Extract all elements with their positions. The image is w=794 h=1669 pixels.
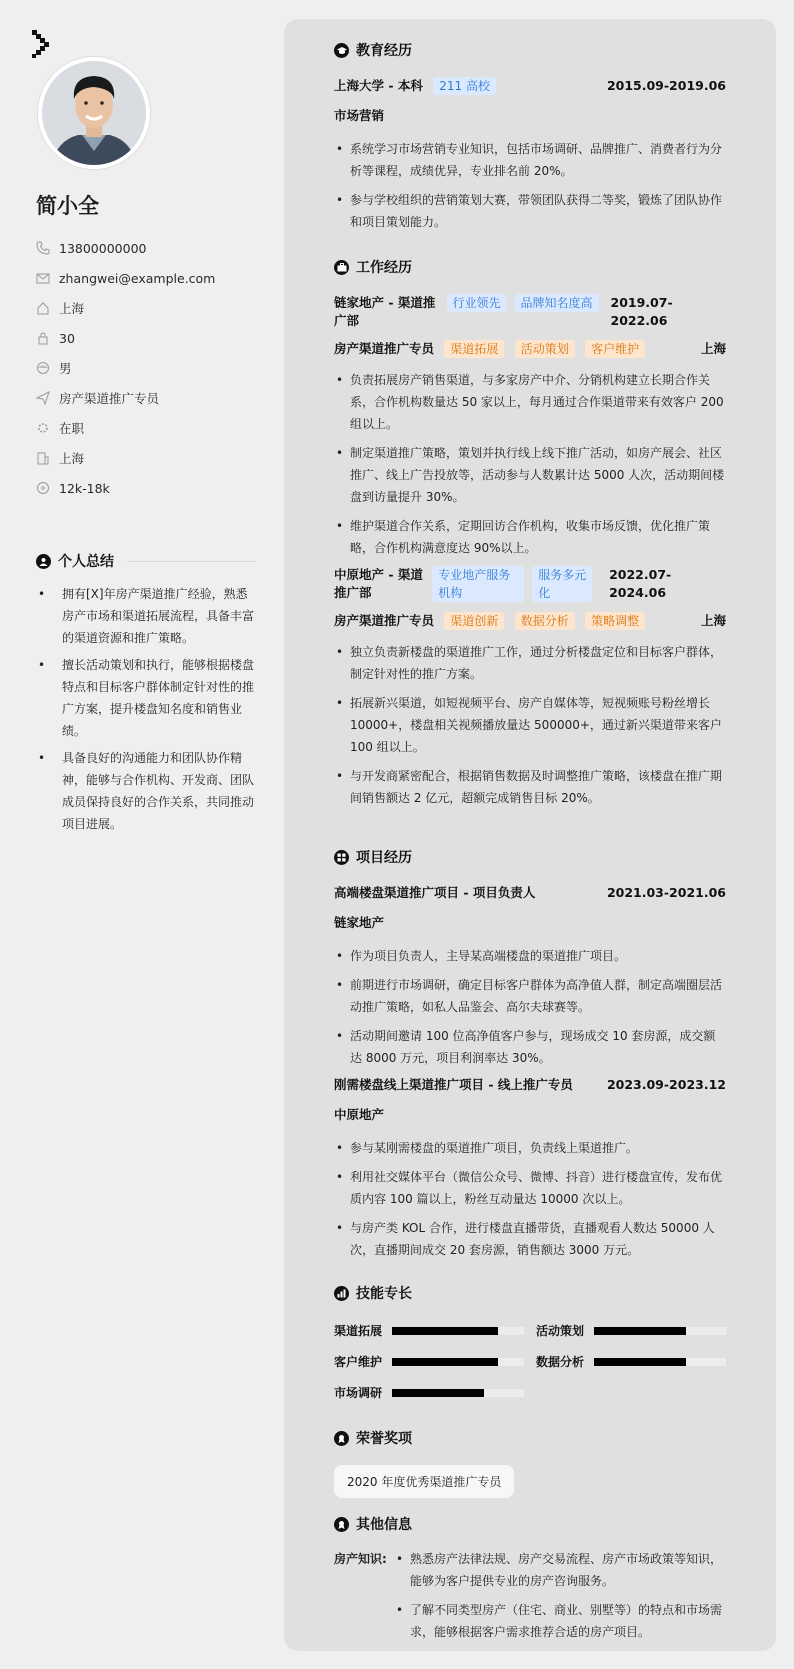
phone-text: 13800000000 [59,240,147,256]
job-2-header [334,566,726,602]
divider [425,1293,726,1294]
project-1-period: 2021.03-2021.06 [606,885,726,900]
skill-label: 渠道拓展 [334,1324,383,1338]
skill-item [536,1322,726,1339]
graduation-cap-icon [334,43,349,58]
job-tag: 专业地产服务机构 [432,566,524,602]
skill-item [334,1353,524,1370]
list-item: • 熟悉房产法律法规、房产交易流程、房产市场政策等知识，能够为客户提供专业的房产咨询服务。 [394,1548,726,1592]
honors-section [334,1428,726,1498]
skills-heading [334,1283,726,1303]
skills-grid [334,1322,726,1401]
list-item: • 维护渠道合作关系，定期回访合作机构，收集市场反馈，优化推广策略，合作机构满意度达 90%以上。 [334,515,726,559]
skill-item [536,1353,726,1370]
job-2-company: 中原地产 - 渠道推广部 [334,567,423,600]
job-2-list [334,641,726,809]
send-icon [36,391,50,405]
info-row-position [36,383,256,413]
job-tag: 服务多元化 [532,566,592,602]
skill-item [334,1322,524,1339]
skill-label: 市场调研 [334,1386,383,1400]
job-1-city: 上海 [700,341,726,356]
skill-bar-fill [392,1358,498,1366]
projects-title: 项目经历 [356,850,412,866]
work-heading [334,257,726,277]
projects-section [334,847,726,1268]
profile-name: 简小全 [36,194,99,218]
list-item: • 作为项目负责人，主导某高端楼盘的渠道推广项目。 [334,945,726,967]
honors-heading [334,1428,726,1448]
award-item: 2020 年度优秀渠道推广专员 [334,1465,514,1498]
education-period: 2015.09-2019.06 [606,78,726,93]
honors-title: 荣誉奖项 [356,1431,412,1447]
skill-bar [392,1358,524,1366]
skill-tag: 渠道拓展 [444,340,504,358]
job-2-period: 2022.07-2024.06 [609,567,672,600]
summary-title: 个人总结 [58,554,114,570]
education-major: 市场营销 [334,108,385,123]
summary-section [36,551,256,840]
education-section [334,40,726,240]
email-text: zhangwei@example.com [59,270,216,286]
other-list [394,1548,726,1650]
briefcase-icon [334,260,349,275]
education-row [334,77,726,95]
job-1-role-row [334,340,726,358]
skill-label: 客户维护 [334,1355,383,1369]
info-row-phone [36,233,256,263]
project-2 [334,1076,726,1261]
list-item: • 活动期间邀请 100 位高净值客户参与，现场成交 10 套房源，成交额达 8000 万元，项目利润率达 30%。 [334,1025,726,1069]
info-row-age [36,323,256,353]
skill-item [334,1384,524,1401]
job-1-company: 链家地产 - 渠道推广部 [334,295,436,328]
job-2-city: 上海 [700,613,726,628]
info-row-city [36,443,256,473]
other-section [334,1514,726,1650]
school-block [334,77,496,95]
home-icon [36,301,50,315]
project-2-list [334,1137,726,1261]
job-2-role: 房产渠道推广专员 [334,613,435,628]
project-1-name: 高端楼盘渠道推广项目 - 项目负责人 [334,885,536,900]
job-1-period: 2019.07-2022.06 [610,295,673,328]
list-item: • 参与某刚需楼盘的渠道推广项目，负责线上渠道推广。 [334,1137,726,1159]
skill-bar-fill [594,1327,686,1335]
summary-heading [36,551,256,571]
building-icon [36,451,50,465]
avatar [38,57,150,169]
list-item: • 前期进行市场调研，确定目标客户群体为高净值人群，制定高端圈层活动推广策略，如私人品鉴会、高尔夫球赛等。 [334,974,726,1018]
grid-icon [334,850,349,865]
list-item: • 负责拓展房产销售渠道，与多家房产中介、分销机构建立长期合作关系，合作机构数量达 50 家以上，每月通过合作渠道带来有效客户 200 组以上。 [334,369,726,435]
contact-info [36,233,256,503]
job-2 [334,566,726,809]
skill-bar [594,1358,726,1366]
home-text: 上海 [59,301,85,316]
education-title: 教育经历 [356,43,412,59]
divider [425,267,726,268]
school-tag: 211 高校 [433,77,496,95]
list-item: • 擅长活动策划和执行，能够根据楼盘特点和目标客户群体制定针对性的推广方案，提升楼盘知名度和销售业绩。 [36,654,256,742]
skill-label: 数据分析 [536,1355,585,1369]
other-heading [334,1514,726,1534]
bar-chart-icon [334,1286,349,1301]
age-text: 30 [59,330,75,346]
project-2-org: 中原地产 [334,1107,385,1122]
divider [127,561,256,562]
list-item: • 具备良好的沟通能力和团队协作精神，能够与合作机构、开发商、团队成员保持良好的合作关系，共同推动项目进展。 [36,747,256,835]
gender-text: 男 [59,361,72,376]
phone-icon [36,241,50,255]
job-1-header [334,294,726,330]
logo-icon [32,30,54,58]
other-title: 其他信息 [356,1517,412,1533]
skill-bar-fill [392,1389,484,1397]
list-item: • 制定渠道推广策略，策划并执行线上线下推广活动，如房产展会、社区推广、线上广告投放等，活动参与人数累计达 5000 人次，活动期间楼盘到访量提升 30%。 [334,442,726,508]
projects-heading [334,847,726,867]
project-2-header [334,1076,726,1094]
job-1 [334,294,726,559]
job-2-role-block [334,612,645,630]
job-1-list [334,369,726,559]
job-tag: 品牌知名度高 [515,294,599,312]
list-item: • 利用社交媒体平台（微信公众号、微博、抖音）进行楼盘宣传，发布优质内容 100 篇以上，粉丝互动量达 10000 次以上。 [334,1166,726,1210]
info-row-email [36,263,256,293]
project-2-period: 2023.09-2023.12 [606,1077,726,1092]
school-name: 上海大学 - 本科 [334,78,423,93]
award-icon [334,1431,349,1446]
divider [425,50,726,51]
skill-tag: 数据分析 [515,612,575,630]
list-item: • 参与学校组织的营销策划大赛，带领团队获得二等奖，锻炼了团队协作和项目策划能力。 [334,189,726,233]
education-list [334,138,726,233]
mail-icon [36,271,50,285]
other-row [334,1548,726,1650]
project-1-list [334,945,726,1069]
age-icon [36,331,50,345]
divider [425,1438,726,1439]
skill-bar [392,1389,524,1397]
skills-title: 技能专长 [356,1286,412,1302]
salary-icon [36,481,50,495]
job-1-role-block [334,340,645,358]
other-key: 房产知识: [334,1552,387,1566]
summary-list [36,583,256,835]
job-tag: 行业领先 [447,294,507,312]
skill-bar [594,1327,726,1335]
divider [425,857,726,858]
list-item: • 了解不同类型房产（住宅、商业、别墅等）的特点和市场需求，能够根据客户需求推荐合适的房产项目。 [394,1599,726,1643]
skills-section [334,1283,726,1401]
skill-tag: 渠道创新 [444,612,504,630]
info-row-salary [36,473,256,503]
job-1-role: 房产渠道推广专员 [334,341,435,356]
skill-tag: 客户维护 [585,340,645,358]
job-2-tags [432,566,601,602]
position-text: 房产渠道推广专员 [59,391,160,406]
divider [425,1524,726,1525]
city-text: 上海 [59,451,85,466]
status-icon [36,421,50,435]
project-2-name: 刚需楼盘线上渠道推广项目 - 线上推广专员 [334,1077,573,1092]
work-title: 工作经历 [356,260,412,276]
list-item: • 拥有[X]年房产渠道推广经验，熟悉房产市场和渠道拓展流程，具备丰富的渠道资源和推广策略。 [36,583,256,649]
list-item: • 与房产类 KOL 合作，进行楼盘直播带货，直播观看人数达 50000 人次，直播期间成交 20 套房源，销售额达 3000 万元。 [334,1217,726,1261]
list-item: • 拓展新兴渠道，如短视频平台、房产自媒体等，短视频账号粉丝增长 10000+，楼盘相关视频播放量达 500000+，通过新兴渠道带来客户 100 组以上。 [334,692,726,758]
user-icon [36,554,51,569]
skill-bar [392,1327,524,1335]
list-item: • 系统学习市场营销专业知识，包括市场调研、品牌推广、消费者行为分析等课程，成绩优异，专业排名前 20%。 [334,138,726,182]
project-1-header [334,884,726,902]
skill-bar-fill [392,1327,498,1335]
project-1 [334,884,726,1069]
skill-tag: 活动策划 [515,340,575,358]
info-row-home [36,293,256,323]
info-row-status [36,413,256,443]
info-icon [334,1517,349,1532]
project-1-org: 链家地产 [334,915,385,930]
list-item: • 独立负责新楼盘的渠道推广工作，通过分析楼盘定位和目标客户群体，制定针对性的推广方案。 [334,641,726,685]
gender-icon [36,361,50,375]
job-1-tags [447,294,599,312]
skill-tag: 策略调整 [585,612,645,630]
list-item: • 与开发商紧密配合，根据销售数据及时调整推广策略，该楼盘在推广期间销售额达 2 亿元，超额完成销售目标 20%。 [334,765,726,809]
honors-list [334,1465,726,1498]
info-row-gender [36,353,256,383]
skill-bar-fill [594,1358,686,1366]
job-2-role-row [334,612,726,630]
salary-text: 12k-18k [59,480,110,496]
status-text: 在职 [59,421,85,436]
skill-label: 活动策划 [536,1324,585,1338]
education-heading [334,40,726,60]
work-section [334,257,726,816]
